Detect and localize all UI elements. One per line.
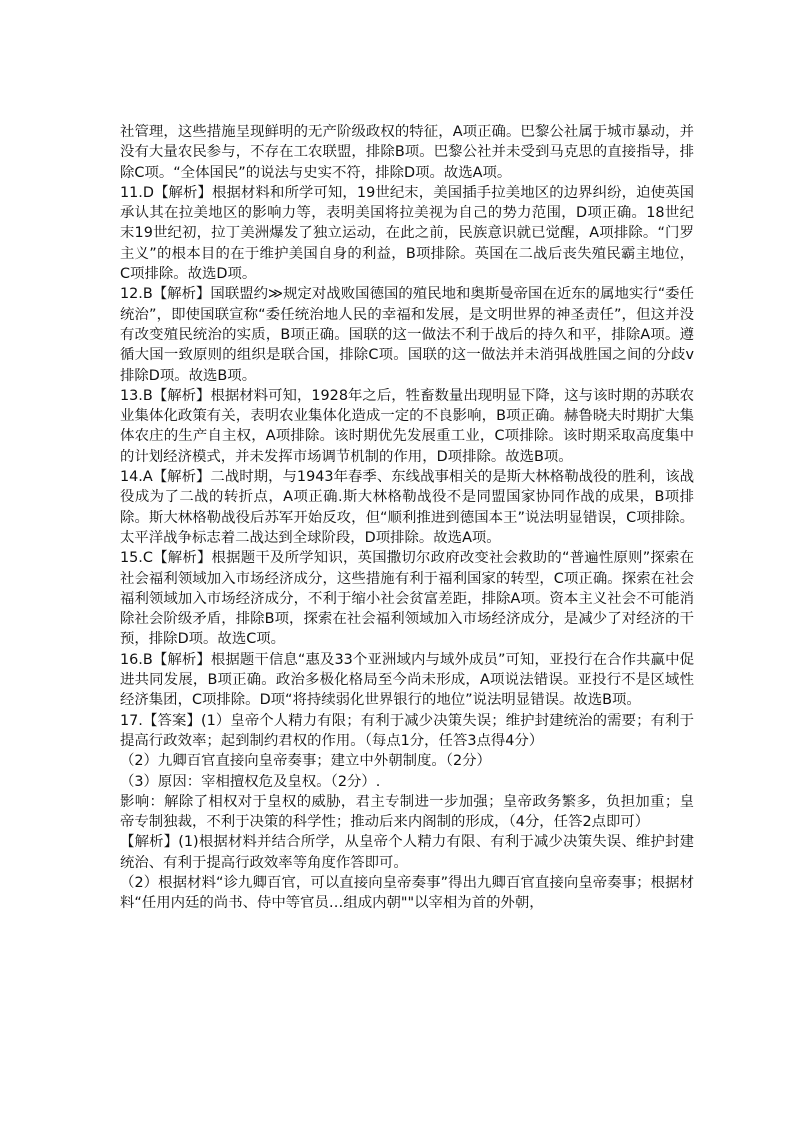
paragraph-q12: 12.B【解析】国联盟约≫规定对战败国德国的殖民地和奥斯曼帝国在近东的属地实行“委任统治”，即使国联宣称“委任统治地人民的幸福和发展，是文明世界的神圣责任”，但这并没有改变殖民统治的实质，B项正确。国联的这一做法不利于战后的持久和平，排除A项。遵循大国一致原则的组织是联合国，排除C项。国联的这一做法并未消弭战胜国之间的分歧v排除D项。故选B项。 (120, 286, 694, 384)
paragraph-q13: 13.B【解析】根据材料可知，1928年之后，牲畜数量出现明显下降，这与该时期的苏联农业集体化政策有关，表明农业集体化造成一定的不良影响，B项正确。赫鲁晓夫时期扩大集体农庄的生产自主权，A项排除。该时期优先发展重工业，C项排除。该时期采取高度集中的计划经济模式，并未发挥市场调节机制的作用，D项排除。故选B项。 (120, 387, 694, 465)
paragraph-q17-analysis-1: 【解析】(1)根据材料并结合所学，从皇帝个人精力有限、有利于减少决策失误、维护封建统治、有利于提高行政效率等角度作答即可。 (120, 834, 694, 871)
answer-explanation-page (120, 122, 694, 914)
paragraph-q14: 14.A【解析】二战时期，与1943年春季、东线战事相关的是斯大林格勒战役的胜利，该战役成为了二战的转折点，A项正确.斯大林格勒战役不是同盟国家协同作战的成果，B项排除。斯大林格勒战役后苏军开始反攻，但“顺利推进到德国本王”说法明显错误，C项排除。太平洋战争标志着二战达到全球阶段，D项排除。故选A项。 (120, 469, 694, 546)
paragraph-q10-continued: 社管理，这些措施呈现鲜明的无产阶级政权的特征，A项正确。巴黎公社属于城市暴动，并没有大量农民参与，不存在工农联盟，排除B项。巴黎公社并未受到马克思的直接指导，排除C项。“全体国民”的说法与史实不符，排除D项。故选A项。 (120, 124, 694, 181)
paragraph-q17-analysis-2: （2）根据材料“诊九卿百官，可以直接向皇帝奏事”得出九卿百官直接向皇帝奏事；根据材料“任用内廷的尚书、侍中等官员…组成内朝""以宰相为首的外朝， (120, 874, 694, 912)
paragraph-q15: 15.C【解析】根据题干及所学知识，英国撒切尔政府改变社会救助的“普遍性原则”探索在社会福利领域加入市场经济成分，这些措施有利于福利国家的转型，C项正确。探索在社会福利领域加入市场经济成分，不利于缩小社会贫富差距，排除A项。资本主义社会不可能消除社会阶级矛盾，排除B项，探索在社会福利领域加入市场经济成分，是减少了对经济的干预，排除D项。故选C项。 (120, 550, 694, 648)
paragraph-q11: 11.D【解析】根据材料和所学可知，19世纪末，美国插手拉美地区的边界纠纷，迫使英国承认其在拉美地区的影响力等，表明美国将拉美视为自己的势力范围，D项正确。18世纪末19世纪初，拉丁美洲爆发了独立运动，在此之前，民族意识就已觉醒，A项排除。“门罗主义”的根本目的在于维护美国自身的利益，B项排除。英国在二战后丧失殖民霸主地位，C项排除。故选D项。 (120, 184, 694, 283)
paragraph-q17-answer-3: （3）原因：宰相擅权危及皇权。（2分）. (120, 773, 381, 790)
paragraph-q17-answer-1: 17.【答案】(1）皇帝个人精力有限；有利于减少决策失误；维护封建统治的需要；有利于提高行政效率；起到制约君权的作用。（每点1分，任答3点得4分） (120, 712, 694, 749)
paragraph-q16: 16.B【解析】根据题干信息“惠及33个亚洲域内与域外成员”可知，亚投行在合作共赢中促进共同发展，B项正确。政治多极化格局至今尚未形成，A项说法错误。亚投行不是区域性经济集团，C项排除。D项“将持续弱化世界银行的地位”说法明显错误。故选B项。 (120, 651, 694, 709)
paragraph-q17-impact: 影响：解除了相权对于皇权的威胁，君主专制进一步加强；皇帝政务繁多，负担加重；皇帝专制独裁，不利于决策的科学性；推动后来内阁制的形成，（4分，任答2点即可） (120, 793, 694, 831)
paragraph-q17-answer-2: （2）九卿百官直接向皇帝奏事；建立中外朝制度。（2分） (120, 753, 491, 770)
